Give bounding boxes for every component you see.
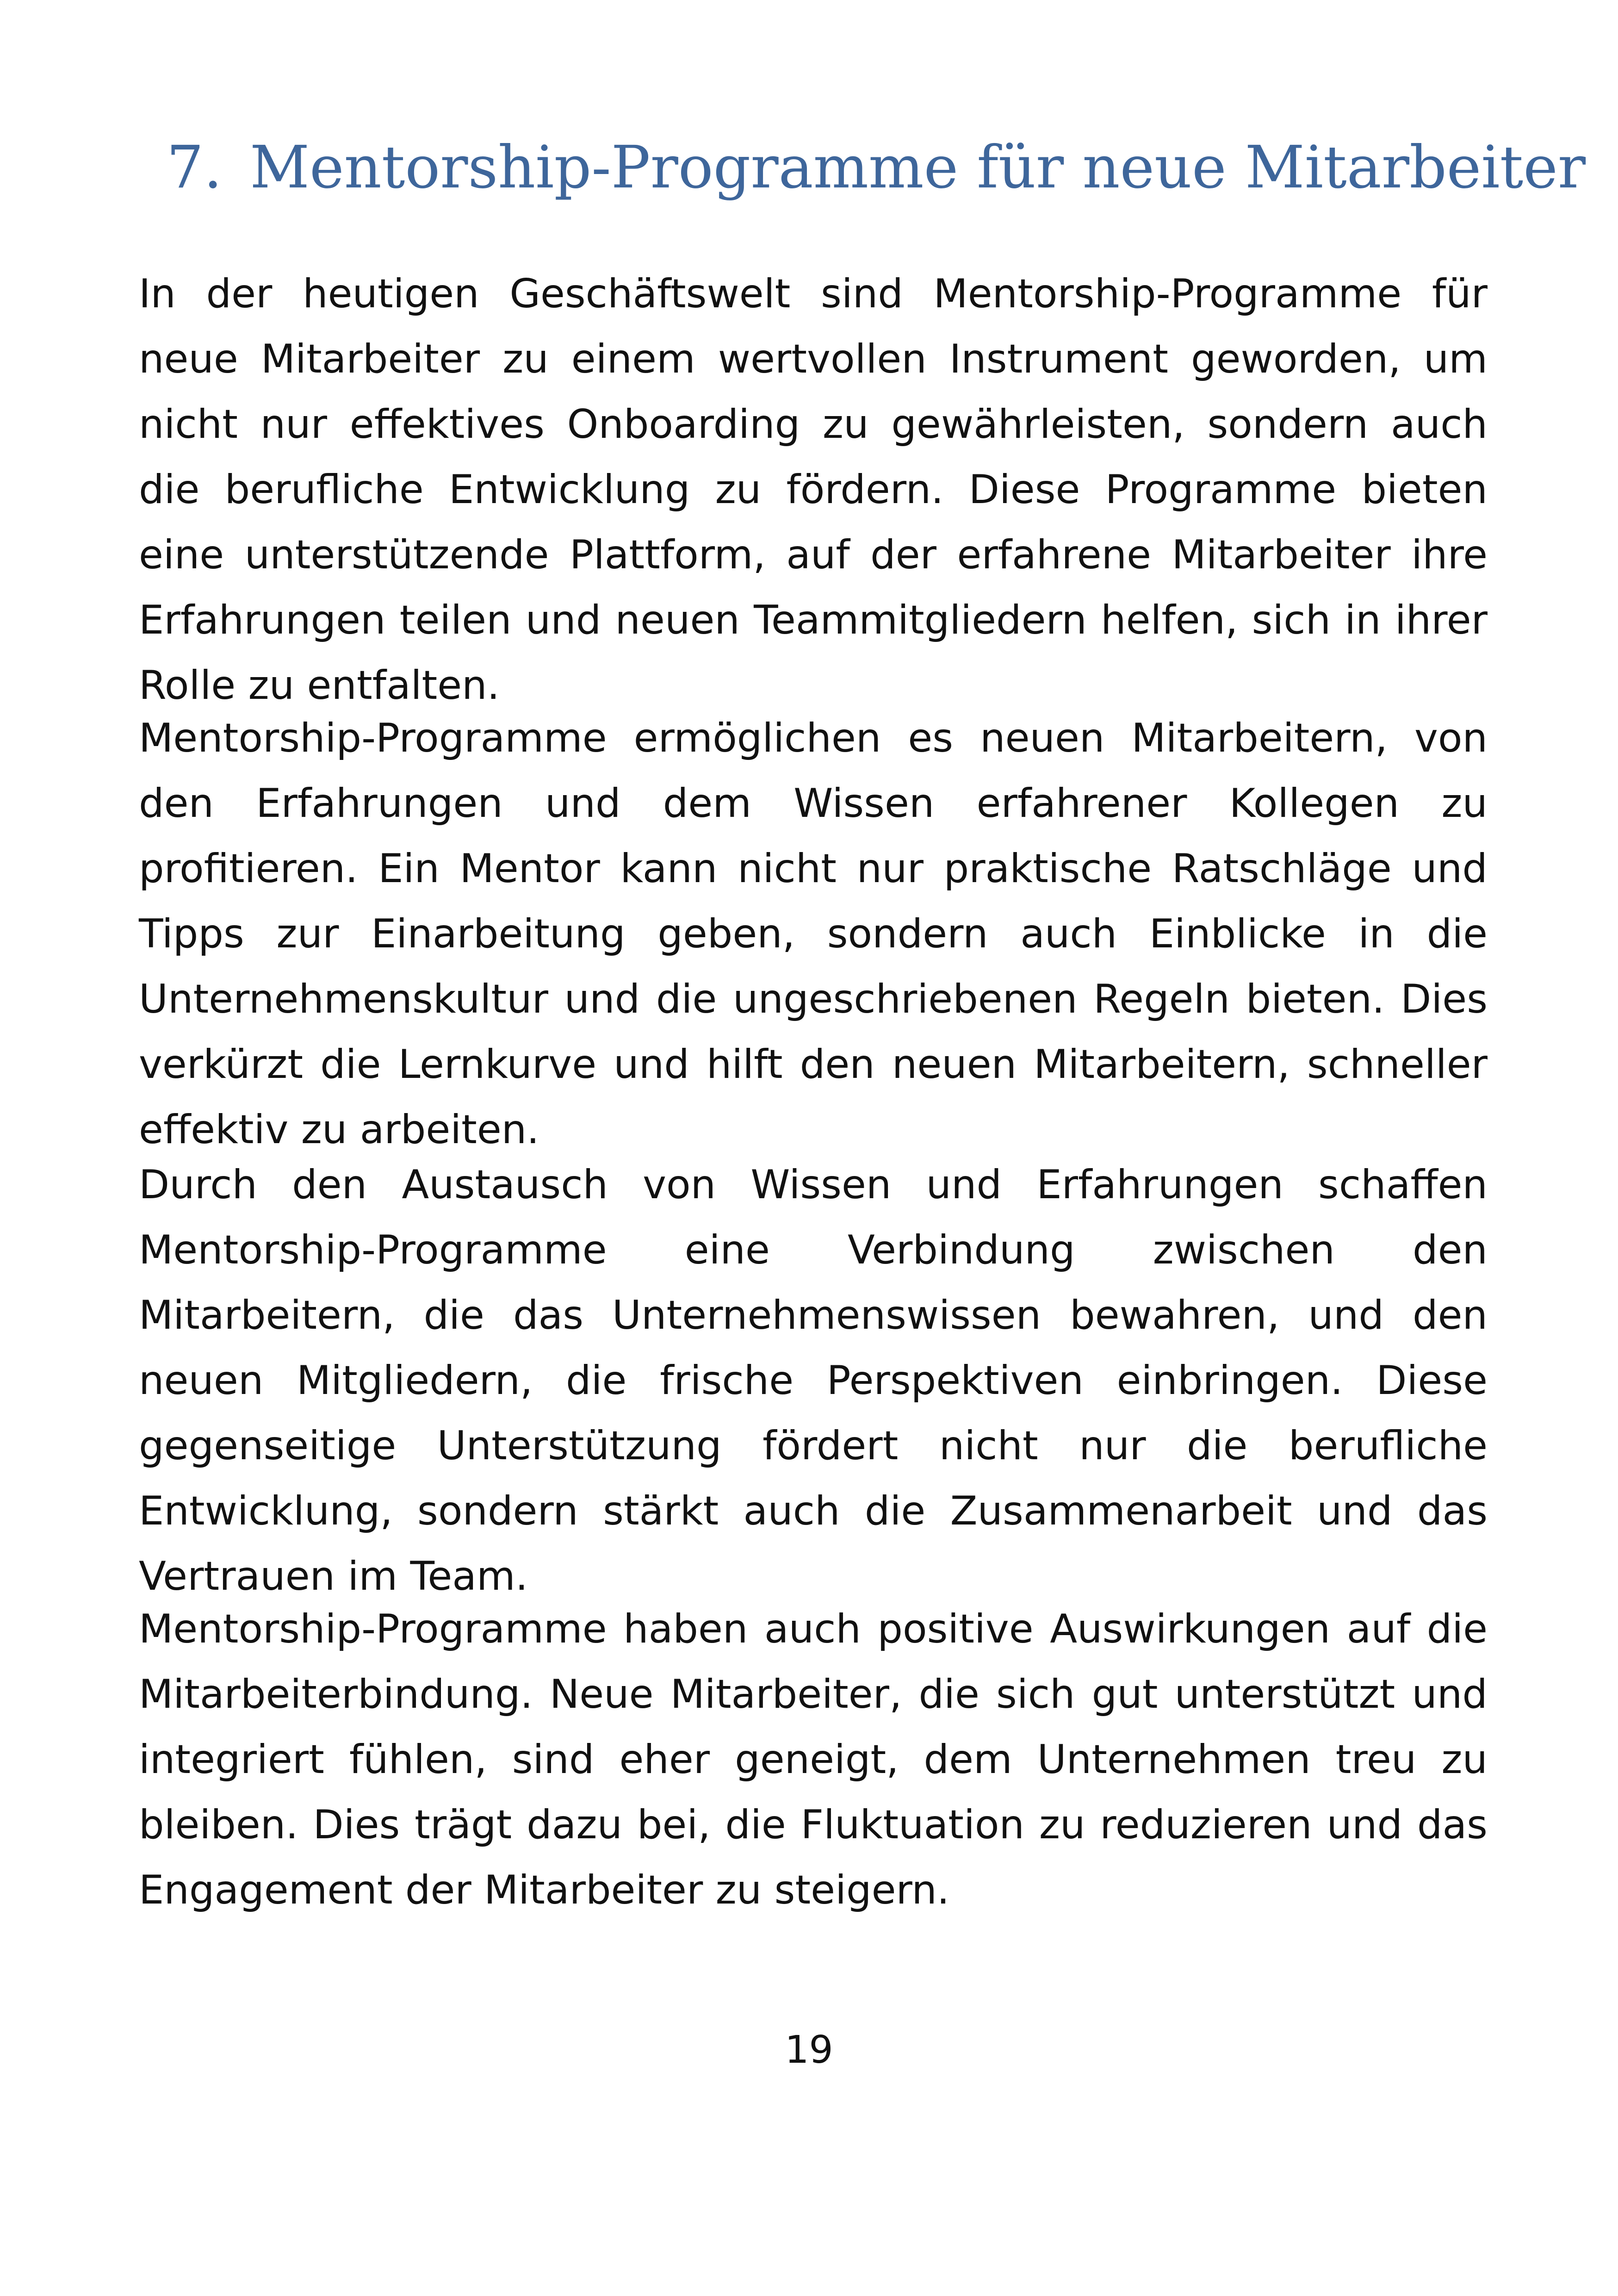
paragraph-3: Durch den Austausch von Wissen und Erfahrungen schaffen Mentorship-Programme eine Verbindung zwischen den Mitarbeitern, die das Unternehmenswissen bewahren, und den neuen Mitgliedern, die frische Perspektiven einbringen. Diese gegenseitige Unterstützung fördert nicht nur die berufliche Entwicklung, sondern stärkt auch die Zusammenarbeit und das Vertrauen im Team. <box>139 1162 1488 1599</box>
chapter-heading <box>167 133 1586 201</box>
paragraph-1: In der heutigen Geschäftswelt sind Mentorship-Programme für neue Mitarbeiter zu einem wertvollen Instrument geworden, um nicht nur effektives Onboarding zu gewährleisten, sondern auch die berufliche Entwicklung zu fördern. Diese Programme bieten eine unterstützende Plattform, auf der erfahrene Mitarbeiter ihre Erfahrungen teilen und neuen Teammitgliedern helfen, sich in ihrer Rolle zu entfalten. <box>139 271 1488 709</box>
page-number: 19 <box>785 2028 833 2072</box>
paragraph-4: Mentorship-Programme haben auch positive Auswirkungen auf die Mitarbeiterbindung. Neue Mitarbeiter, die sich gut unterstützt und integriert fühlen, sind eher geneigt, dem Unternehmen treu zu bleiben. Dies trägt dazu bei, die Fluktuation zu reduzieren und das Engagement der Mitarbeiter zu steigern. <box>139 1606 1488 1913</box>
chapter-number: 7. <box>167 133 223 201</box>
chapter-title: Mentorship-Programme für neue Mitarbeiter <box>250 133 1586 201</box>
paragraph-2: Mentorship-Programme ermöglichen es neuen Mitarbeitern, von den Erfahrungen und dem Wissen erfahrener Kollegen zu profitieren. Ein Mentor kann nicht nur praktische Ratschläge und Tipps zur Einarbeitung geben, sondern auch Einblicke in die Unternehmenskultur und die ungeschriebenen Regeln bieten. Dies verkürzt die Lernkurve und hilft den neuen Mitarbeitern, schneller effektiv zu arbeiten. <box>139 715 1488 1153</box>
